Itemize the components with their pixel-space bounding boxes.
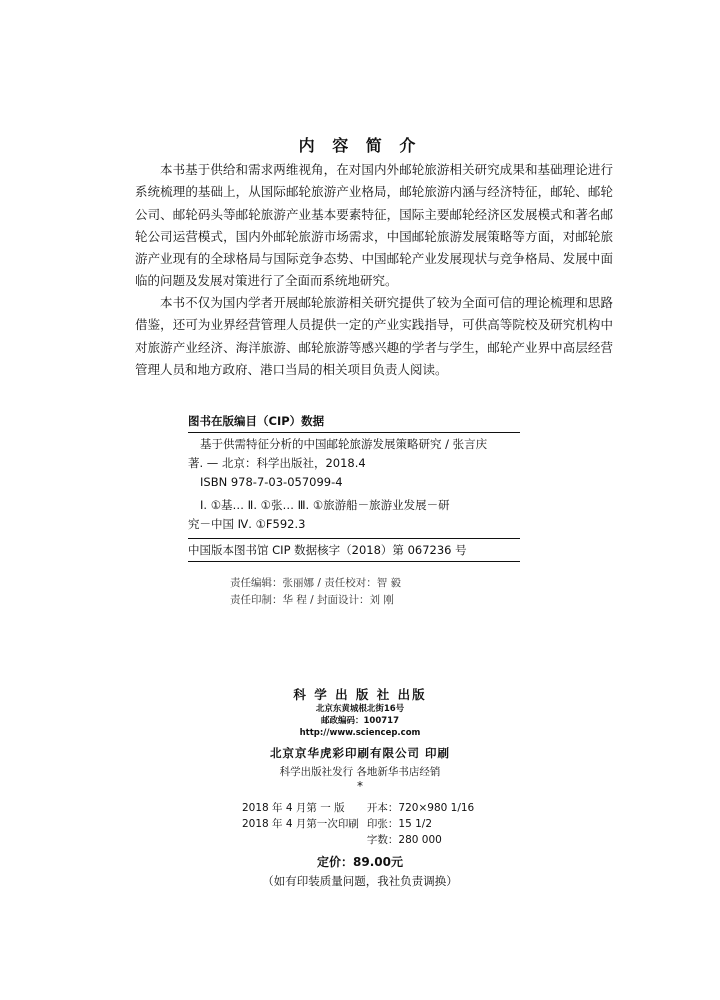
spec-edition: 2018 年 4 月第 一 版 <box>242 802 345 814</box>
cip-heading: 图书在版编目（CIP）数据 <box>188 413 520 433</box>
cip-data-block <box>188 413 520 562</box>
distribution-info: 科学出版社发行 各地新华书店经销 <box>279 766 441 778</box>
spec-row <box>242 816 482 832</box>
spec-row <box>242 800 482 816</box>
intro-paragraph-2: 本书不仅为国内学者开展邮轮旅游相关研究提供了较为全面可信的理论梳理和思路借鉴，还可为业界经营管理人员提供一定的产业实践指导，可供高等院校及研究机构中对旅游产业经济、海洋旅游、邮轮旅游等感兴趣的学者与学生，邮轮产业界中高层经营管理人员和地方政府、港口当局的相关项目负责人阅读。 <box>135 295 613 377</box>
quality-notice: （如有印装质量问题，我社负责调换） <box>262 874 458 888</box>
spec-printing: 2018 年 4 月第一次印刷 <box>242 818 359 830</box>
printer-name: 北京京华虎彩印刷有限公司 印刷 <box>269 746 450 760</box>
publisher-website: http://www.sciencep.com <box>299 728 421 738</box>
publisher-postcode: 邮政编码：100717 <box>321 716 399 726</box>
intro-paragraph-1: 本书基于供给和需求两维视角，在对国内外邮轮旅游相关研究成果和基础理论进行系统梳理的基础上，从国际邮轮旅游产业格局，邮轮旅游内涵与经济特征，邮轮、邮轮公司、邮轮码头等邮轮旅游产业基本要素特征，国际主要邮轮经济区发展模式和著名邮轮公司运营模式，国内外邮轮旅游市场需求，中国邮轮旅游发展策略等方面，对邮轮旅游产业现有的全球格局与国际竞争态势、中国邮轮产业发展现状与竞争格局、发展中面临的问题及发展对策进行了全面而系统地研究。 <box>135 162 613 289</box>
staff-line-2: 责任印制：华 程 / 封面设计：刘 刚 <box>230 594 394 606</box>
spec-format: 开本：720×980 1/16 <box>366 802 475 814</box>
spec-row <box>242 832 482 848</box>
cip-verification-number: 中国版本图书馆 CIP 数据核字（2018）第 067236 号 <box>188 538 520 562</box>
cip-isbn: ISBN 978-7-03-057099-4 <box>200 475 343 489</box>
publisher-address: 北京东黄城根北街16号 <box>315 704 405 714</box>
edition-specs-table <box>242 800 482 848</box>
cip-classification-line-1: Ⅰ. ①基… Ⅱ. ①张… Ⅲ. ①旅游船－旅游业发展－研 <box>200 498 450 512</box>
editorial-staff <box>230 575 401 609</box>
cip-title-line-1: 基于供需特征分析的中国邮轮旅游发展策略研究 / 张言庆 <box>200 437 488 451</box>
price: 定价：89.00元 <box>317 855 403 869</box>
publisher-block <box>0 685 720 793</box>
separator-star: * <box>357 779 363 793</box>
spec-spacer <box>242 832 367 848</box>
cip-classification-line-2: 究－中国 Ⅳ. ①F592.3 <box>188 517 306 531</box>
publisher-name: 科 学 出 版 社 出版 <box>293 687 427 702</box>
cip-title-line-2: 著. — 北京：科学出版社，2018.4 <box>188 456 366 470</box>
spec-words: 字数：280 000 <box>366 834 442 846</box>
intro-title: 内 容 简 介 <box>298 136 422 155</box>
staff-line-1: 责任编辑：张丽娜 / 责任校对：智 毅 <box>230 577 402 589</box>
spec-sheets: 印张：15 1/2 <box>366 818 433 830</box>
